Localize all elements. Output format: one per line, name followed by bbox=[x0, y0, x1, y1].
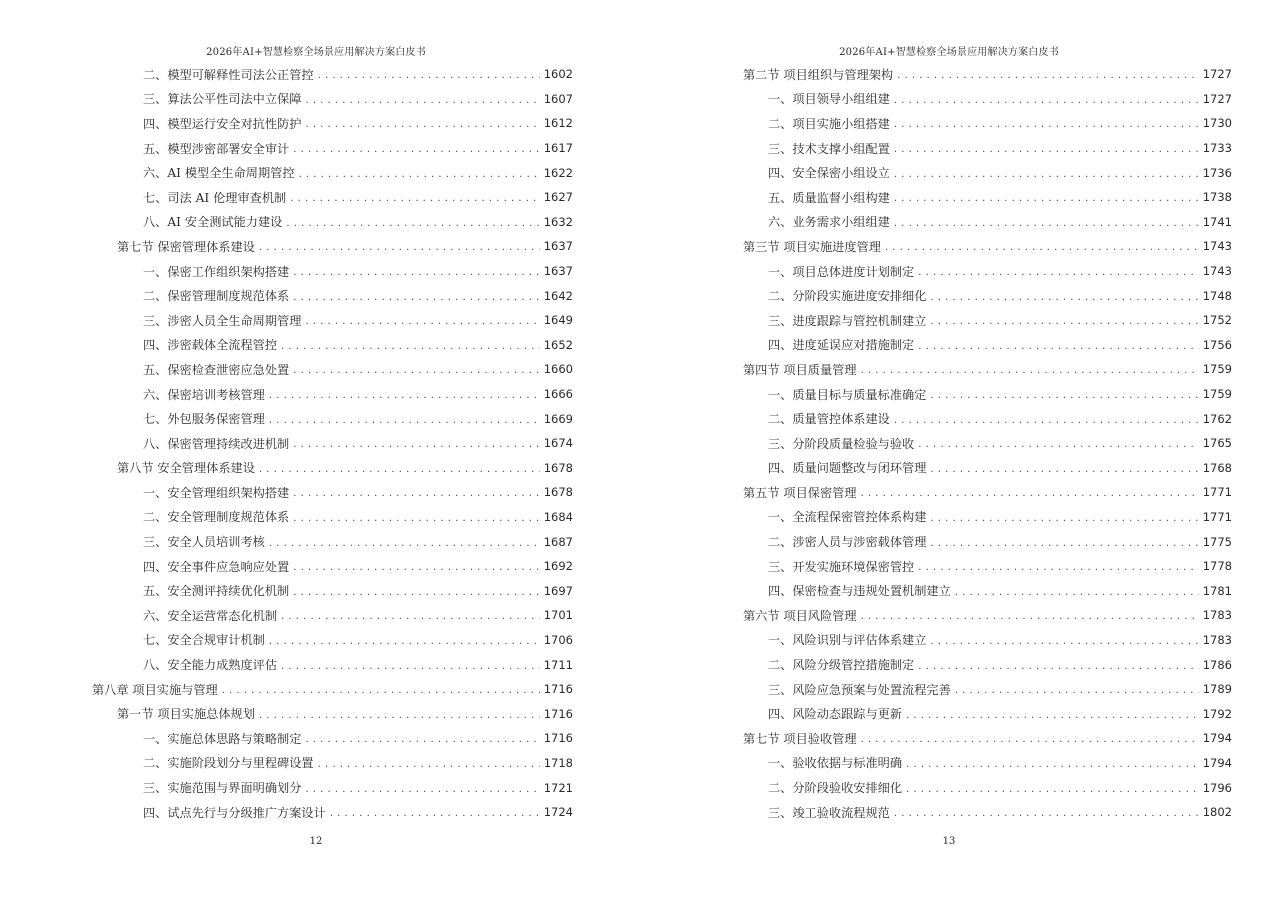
toc-entry-page-number: 1637 bbox=[543, 239, 573, 254]
toc-entry-title: 七、司法 AI 伦理审查机制 bbox=[143, 190, 287, 205]
toc-entry-title: 二、实施阶段划分与里程碑设置 bbox=[143, 756, 314, 771]
toc-entry[interactable] bbox=[92, 382, 573, 407]
toc-entry-title: 一、实施总体思路与策略制定 bbox=[143, 731, 302, 746]
dot-leader bbox=[894, 190, 1199, 204]
dot-leader bbox=[318, 756, 540, 770]
toc-entry[interactable] bbox=[92, 136, 573, 161]
toc-entry[interactable] bbox=[743, 480, 1232, 505]
toc-entry-page-number: 1697 bbox=[543, 583, 573, 598]
toc-entry-page-number: 1748 bbox=[1202, 288, 1232, 303]
dot-leader bbox=[894, 92, 1199, 106]
toc-entry-title: 一、验收依据与标准明确 bbox=[768, 756, 903, 771]
toc-entry[interactable] bbox=[92, 628, 573, 653]
toc-entry[interactable] bbox=[743, 308, 1232, 333]
toc-entry-title: 第二节 项目组织与管理架构 bbox=[743, 67, 894, 82]
toc-entry-title: 四、安全保密小组设立 bbox=[768, 166, 890, 181]
toc-entry-title: 一、风险识别与评估体系建立 bbox=[768, 633, 927, 648]
toc-entry-page-number: 1775 bbox=[1202, 534, 1232, 549]
toc-entry-page-number: 1678 bbox=[543, 460, 573, 475]
page-header: 2026年AI+智慧检察全场景应用解决方案白皮书 bbox=[206, 47, 426, 58]
toc-entry[interactable] bbox=[743, 628, 1232, 653]
document-page-left bbox=[0, 0, 632, 898]
dot-leader bbox=[269, 535, 540, 549]
toc-entry-title: 三、开发实施环境保密管控 bbox=[768, 559, 915, 574]
dot-leader bbox=[281, 658, 540, 672]
dot-leader bbox=[918, 436, 1198, 450]
toc-entry[interactable] bbox=[743, 603, 1232, 628]
toc-entry-title: 四、质量问题整改与闭环管理 bbox=[768, 461, 927, 476]
toc-entry[interactable] bbox=[743, 136, 1232, 161]
page-number: 13 bbox=[942, 836, 956, 847]
toc-entry[interactable] bbox=[743, 456, 1232, 481]
toc-entry-page-number: 1687 bbox=[543, 534, 573, 549]
toc-entry-title: 四、涉密载体全流程管控 bbox=[143, 338, 278, 353]
toc-entry[interactable] bbox=[92, 775, 573, 800]
toc-entry[interactable] bbox=[92, 111, 573, 136]
toc-entry-page-number: 1783 bbox=[1202, 632, 1232, 647]
toc-entry-page-number: 1756 bbox=[1202, 337, 1232, 352]
dot-leader bbox=[894, 166, 1199, 180]
dot-leader bbox=[885, 239, 1199, 253]
toc-entry-page-number: 1674 bbox=[543, 436, 573, 451]
toc-entry[interactable] bbox=[743, 62, 1232, 87]
toc-entry-page-number: 1721 bbox=[543, 780, 573, 795]
dot-leader bbox=[222, 682, 540, 696]
toc-entry[interactable] bbox=[92, 578, 573, 603]
toc-entry[interactable] bbox=[743, 160, 1232, 185]
toc-entry-page-number: 1765 bbox=[1202, 436, 1232, 451]
dot-leader bbox=[918, 559, 1198, 573]
toc-entry-title: 一、全流程保密管控体系构建 bbox=[768, 510, 927, 525]
dot-leader bbox=[290, 190, 539, 204]
toc-entry-page-number: 1684 bbox=[543, 509, 573, 524]
toc-entry-page-number: 1692 bbox=[543, 559, 573, 574]
dot-leader bbox=[281, 608, 540, 622]
dot-leader bbox=[286, 215, 539, 229]
toc-entry[interactable] bbox=[92, 259, 573, 284]
toc-entry-title: 七、安全合规审计机制 bbox=[143, 633, 265, 648]
dot-leader bbox=[259, 239, 540, 253]
dot-leader bbox=[906, 707, 1199, 721]
toc-entry[interactable] bbox=[92, 185, 573, 210]
toc-entry-page-number: 1607 bbox=[543, 91, 573, 106]
toc-entry-title: 一、项目领导小组组建 bbox=[768, 92, 890, 107]
dot-leader bbox=[330, 805, 540, 819]
table-of-contents bbox=[743, 62, 1232, 824]
dot-leader bbox=[305, 313, 539, 327]
page-header: 2026年AI+智慧检察全场景应用解决方案白皮书 bbox=[839, 47, 1059, 58]
toc-entry-title: 第六节 项目风险管理 bbox=[743, 608, 857, 623]
toc-entry-title: 六、保密培训考核管理 bbox=[143, 387, 265, 402]
toc-entry[interactable] bbox=[92, 726, 573, 751]
toc-entry-page-number: 1727 bbox=[1202, 67, 1232, 82]
toc-entry[interactable] bbox=[92, 751, 573, 776]
page-number: 12 bbox=[309, 836, 323, 847]
toc-entry[interactable] bbox=[92, 505, 573, 530]
toc-entry-title: 第一节 项目实施总体规划 bbox=[117, 707, 255, 722]
dot-leader bbox=[861, 362, 1199, 376]
toc-entry[interactable] bbox=[743, 283, 1232, 308]
toc-entry-page-number: 1727 bbox=[1202, 91, 1232, 106]
toc-entry-title: 第三节 项目实施进度管理 bbox=[743, 239, 881, 254]
toc-entry[interactable] bbox=[92, 652, 573, 677]
toc-entry-page-number: 1781 bbox=[1202, 583, 1232, 598]
toc-entry-title: 三、实施范围与界面明确划分 bbox=[143, 781, 302, 796]
toc-entry-page-number: 1652 bbox=[543, 337, 573, 352]
dot-leader bbox=[293, 510, 539, 524]
toc-entry[interactable] bbox=[92, 800, 573, 825]
toc-entry-title: 四、保密检查与违规处置机制建立 bbox=[768, 584, 951, 599]
toc-entry-page-number: 1718 bbox=[543, 755, 573, 770]
toc-entry[interactable] bbox=[743, 406, 1232, 431]
dot-leader bbox=[299, 166, 540, 180]
dot-leader bbox=[894, 215, 1199, 229]
toc-entry-page-number: 1736 bbox=[1202, 165, 1232, 180]
toc-entry-page-number: 1733 bbox=[1202, 141, 1232, 156]
toc-entry-title: 一、项目总体进度计划制定 bbox=[768, 264, 915, 279]
dot-leader bbox=[293, 289, 539, 303]
toc-entry-page-number: 1743 bbox=[1202, 264, 1232, 279]
toc-entry-title: 三、涉密人员全生命周期管理 bbox=[143, 313, 302, 328]
toc-entry[interactable] bbox=[743, 800, 1232, 825]
dot-leader bbox=[918, 264, 1198, 278]
toc-entry[interactable] bbox=[92, 87, 573, 112]
toc-entry[interactable] bbox=[743, 652, 1232, 677]
toc-entry-title: 八、保密管理持续改进机制 bbox=[143, 436, 290, 451]
toc-entry-title: 一、质量目标与质量标准确定 bbox=[768, 387, 927, 402]
toc-entry-page-number: 1612 bbox=[543, 116, 573, 131]
toc-entry-page-number: 1771 bbox=[1202, 509, 1232, 524]
toc-entry-page-number: 1786 bbox=[1202, 657, 1232, 672]
toc-entry[interactable] bbox=[743, 382, 1232, 407]
toc-entry[interactable] bbox=[92, 210, 573, 235]
dot-leader bbox=[269, 387, 540, 401]
toc-entry-title: 第八章 项目实施与管理 bbox=[92, 682, 218, 697]
toc-entry-title: 四、安全事件应急响应处置 bbox=[143, 559, 290, 574]
toc-entry-title: 二、分阶段实施进度安排细化 bbox=[768, 289, 927, 304]
toc-entry-page-number: 1730 bbox=[1202, 116, 1232, 131]
dot-leader bbox=[293, 141, 539, 155]
toc-entry-title: 四、风险动态跟踪与更新 bbox=[768, 707, 903, 722]
toc-entry-page-number: 1768 bbox=[1202, 460, 1232, 475]
toc-entry-title: 七、外包服务保密管理 bbox=[143, 412, 265, 427]
toc-entry[interactable] bbox=[92, 160, 573, 185]
dot-leader bbox=[318, 67, 540, 81]
dot-leader bbox=[930, 313, 1198, 327]
toc-entry[interactable] bbox=[743, 751, 1232, 776]
toc-entry-page-number: 1716 bbox=[543, 731, 573, 746]
dot-leader bbox=[861, 485, 1199, 499]
dot-leader bbox=[918, 658, 1198, 672]
toc-entry[interactable] bbox=[743, 234, 1232, 259]
dot-leader bbox=[861, 731, 1199, 745]
toc-entry[interactable] bbox=[743, 185, 1232, 210]
toc-entry-page-number: 1706 bbox=[543, 632, 573, 647]
toc-entry-page-number: 1660 bbox=[543, 362, 573, 377]
toc-entry-title: 三、算法公平性司法中立保障 bbox=[143, 92, 302, 107]
toc-entry-title: 二、质量管控体系建设 bbox=[768, 412, 890, 427]
dot-leader bbox=[930, 510, 1198, 524]
toc-entry[interactable] bbox=[743, 578, 1232, 603]
toc-entry-page-number: 1759 bbox=[1202, 362, 1232, 377]
toc-entry-title: 五、模型涉密部署安全审计 bbox=[143, 141, 290, 156]
toc-entry-title: 三、技术支撑小组配置 bbox=[768, 141, 890, 156]
toc-entry[interactable] bbox=[92, 62, 573, 87]
toc-entry-page-number: 1701 bbox=[543, 608, 573, 623]
toc-entry-title: 二、涉密人员与涉密载体管理 bbox=[768, 535, 927, 550]
dot-leader bbox=[293, 559, 539, 573]
toc-entry-page-number: 1716 bbox=[543, 706, 573, 721]
toc-entry-page-number: 1794 bbox=[1202, 731, 1232, 746]
dot-leader bbox=[269, 412, 540, 426]
toc-entry-title: 六、业务需求小组组建 bbox=[768, 215, 890, 230]
toc-entry-page-number: 1778 bbox=[1202, 559, 1232, 574]
toc-entry-title: 二、项目实施小组搭建 bbox=[768, 116, 890, 131]
toc-entry[interactable] bbox=[92, 283, 573, 308]
toc-entry-page-number: 1602 bbox=[543, 67, 573, 82]
dot-leader bbox=[293, 584, 539, 598]
toc-entry-title: 三、进度跟踪与管控机制建立 bbox=[768, 313, 927, 328]
toc-entry-title: 四、试点先行与分级推广方案设计 bbox=[143, 805, 326, 820]
dot-leader bbox=[930, 387, 1198, 401]
dot-leader bbox=[930, 461, 1198, 475]
dot-leader bbox=[269, 633, 540, 647]
toc-entry-title: 第七节 保密管理体系建设 bbox=[117, 239, 255, 254]
toc-entry-page-number: 1752 bbox=[1202, 313, 1232, 328]
toc-entry[interactable] bbox=[92, 406, 573, 431]
toc-entry-page-number: 1617 bbox=[543, 141, 573, 156]
dot-leader bbox=[259, 707, 540, 721]
toc-entry-title: 第八节 安全管理体系建设 bbox=[117, 461, 255, 476]
toc-entry-page-number: 1642 bbox=[543, 288, 573, 303]
toc-entry[interactable] bbox=[743, 775, 1232, 800]
dot-leader bbox=[955, 682, 1199, 696]
toc-entry[interactable] bbox=[92, 308, 573, 333]
toc-entry-title: 三、分阶段质量检验与验收 bbox=[768, 436, 915, 451]
toc-entry-title: 二、模型可解释性司法公正管控 bbox=[143, 67, 314, 82]
toc-entry-page-number: 1762 bbox=[1202, 411, 1232, 426]
toc-entry[interactable] bbox=[92, 554, 573, 579]
toc-entry-title: 二、分阶段验收安排细化 bbox=[768, 781, 903, 796]
toc-entry-title: 四、进度延误应对措施制定 bbox=[768, 338, 915, 353]
toc-entry[interactable] bbox=[743, 726, 1232, 751]
toc-entry-title: 五、质量监督小组构建 bbox=[768, 190, 890, 205]
toc-entry[interactable] bbox=[743, 431, 1232, 456]
toc-entry-page-number: 1632 bbox=[543, 214, 573, 229]
toc-entry-page-number: 1649 bbox=[543, 313, 573, 328]
toc-entry[interactable] bbox=[743, 259, 1232, 284]
dot-leader bbox=[305, 116, 539, 130]
toc-entry-page-number: 1637 bbox=[543, 264, 573, 279]
toc-entry[interactable] bbox=[743, 210, 1232, 235]
toc-entry-page-number: 1627 bbox=[543, 190, 573, 205]
toc-entry-title: 八、AI 安全测试能力建设 bbox=[143, 215, 283, 230]
dot-leader bbox=[918, 338, 1198, 352]
dot-leader bbox=[894, 805, 1199, 819]
toc-entry-page-number: 1622 bbox=[543, 165, 573, 180]
toc-entry[interactable] bbox=[743, 87, 1232, 112]
toc-entry[interactable] bbox=[743, 677, 1232, 702]
toc-entry-page-number: 1743 bbox=[1202, 239, 1232, 254]
toc-entry-page-number: 1741 bbox=[1202, 214, 1232, 229]
dot-leader bbox=[906, 756, 1199, 770]
toc-entry[interactable] bbox=[92, 677, 573, 702]
table-of-contents bbox=[92, 62, 573, 824]
dot-leader bbox=[305, 781, 539, 795]
dot-leader bbox=[259, 461, 540, 475]
dot-leader bbox=[293, 264, 539, 278]
toc-entry[interactable] bbox=[743, 357, 1232, 382]
toc-entry[interactable] bbox=[743, 333, 1232, 358]
dot-leader bbox=[930, 289, 1198, 303]
toc-entry-title: 八、安全能力成熟度评估 bbox=[143, 658, 278, 673]
dot-leader bbox=[305, 731, 539, 745]
dot-leader bbox=[894, 412, 1199, 426]
toc-entry-page-number: 1794 bbox=[1202, 755, 1232, 770]
dot-leader bbox=[861, 608, 1199, 622]
toc-entry-title: 二、安全管理制度规范体系 bbox=[143, 510, 290, 525]
toc-entry-page-number: 1783 bbox=[1202, 608, 1232, 623]
dot-leader bbox=[281, 338, 540, 352]
document-page-right bbox=[633, 0, 1265, 898]
dot-leader bbox=[894, 141, 1199, 155]
toc-entry-title: 第七节 项目验收管理 bbox=[743, 731, 857, 746]
toc-entry[interactable] bbox=[743, 701, 1232, 726]
dot-leader bbox=[930, 535, 1198, 549]
dot-leader bbox=[894, 116, 1199, 130]
toc-entry[interactable] bbox=[92, 431, 573, 456]
toc-entry-page-number: 1724 bbox=[543, 805, 573, 820]
toc-entry-title: 六、AI 模型全生命周期管控 bbox=[143, 166, 295, 181]
toc-entry-page-number: 1771 bbox=[1202, 485, 1232, 500]
toc-entry-title: 一、保密工作组织架构搭建 bbox=[143, 264, 290, 279]
toc-entry-page-number: 1792 bbox=[1202, 706, 1232, 721]
toc-entry[interactable] bbox=[92, 234, 573, 259]
toc-entry-title: 五、保密检查泄密应急处置 bbox=[143, 362, 290, 377]
toc-entry-title: 五、安全测评持续优化机制 bbox=[143, 584, 290, 599]
toc-entry[interactable] bbox=[92, 357, 573, 382]
toc-entry-page-number: 1716 bbox=[543, 682, 573, 697]
toc-entry[interactable] bbox=[92, 701, 573, 726]
toc-entry[interactable] bbox=[92, 456, 573, 481]
toc-entry-page-number: 1796 bbox=[1202, 780, 1232, 795]
toc-entry[interactable] bbox=[92, 333, 573, 358]
toc-entry-page-number: 1666 bbox=[543, 387, 573, 402]
toc-entry-title: 第四节 项目质量管理 bbox=[743, 362, 857, 377]
dot-leader bbox=[305, 92, 539, 106]
toc-entry[interactable] bbox=[92, 529, 573, 554]
toc-entry-title: 三、风险应急预案与处置流程完善 bbox=[768, 682, 951, 697]
toc-entry[interactable] bbox=[92, 480, 573, 505]
toc-entry-title: 六、安全运营常态化机制 bbox=[143, 608, 278, 623]
toc-entry-page-number: 1759 bbox=[1202, 387, 1232, 402]
dot-leader bbox=[897, 67, 1199, 81]
dot-leader bbox=[906, 781, 1199, 795]
toc-entry[interactable] bbox=[743, 529, 1232, 554]
toc-entry-title: 四、模型运行安全对抗性防护 bbox=[143, 116, 302, 131]
dot-leader bbox=[955, 584, 1199, 598]
toc-entry-page-number: 1711 bbox=[543, 657, 573, 672]
toc-entry-title: 三、竣工验收流程规范 bbox=[768, 805, 890, 820]
toc-entry-title: 二、风险分级管控措施制定 bbox=[768, 658, 915, 673]
dot-leader bbox=[293, 362, 539, 376]
toc-entry[interactable] bbox=[743, 111, 1232, 136]
toc-entry-title: 第五节 项目保密管理 bbox=[743, 485, 857, 500]
toc-entry-title: 三、安全人员培训考核 bbox=[143, 535, 265, 550]
toc-entry[interactable] bbox=[743, 554, 1232, 579]
toc-entry-page-number: 1802 bbox=[1202, 805, 1232, 820]
toc-entry-title: 二、保密管理制度规范体系 bbox=[143, 289, 290, 304]
toc-entry-page-number: 1789 bbox=[1202, 682, 1232, 697]
toc-entry-title: 一、安全管理组织架构搭建 bbox=[143, 485, 290, 500]
toc-entry[interactable] bbox=[92, 603, 573, 628]
toc-entry-page-number: 1669 bbox=[543, 411, 573, 426]
dot-leader bbox=[930, 633, 1198, 647]
toc-entry[interactable] bbox=[743, 505, 1232, 530]
dot-leader bbox=[293, 485, 539, 499]
dot-leader bbox=[293, 436, 539, 450]
toc-entry-page-number: 1738 bbox=[1202, 190, 1232, 205]
toc-entry-page-number: 1678 bbox=[543, 485, 573, 500]
